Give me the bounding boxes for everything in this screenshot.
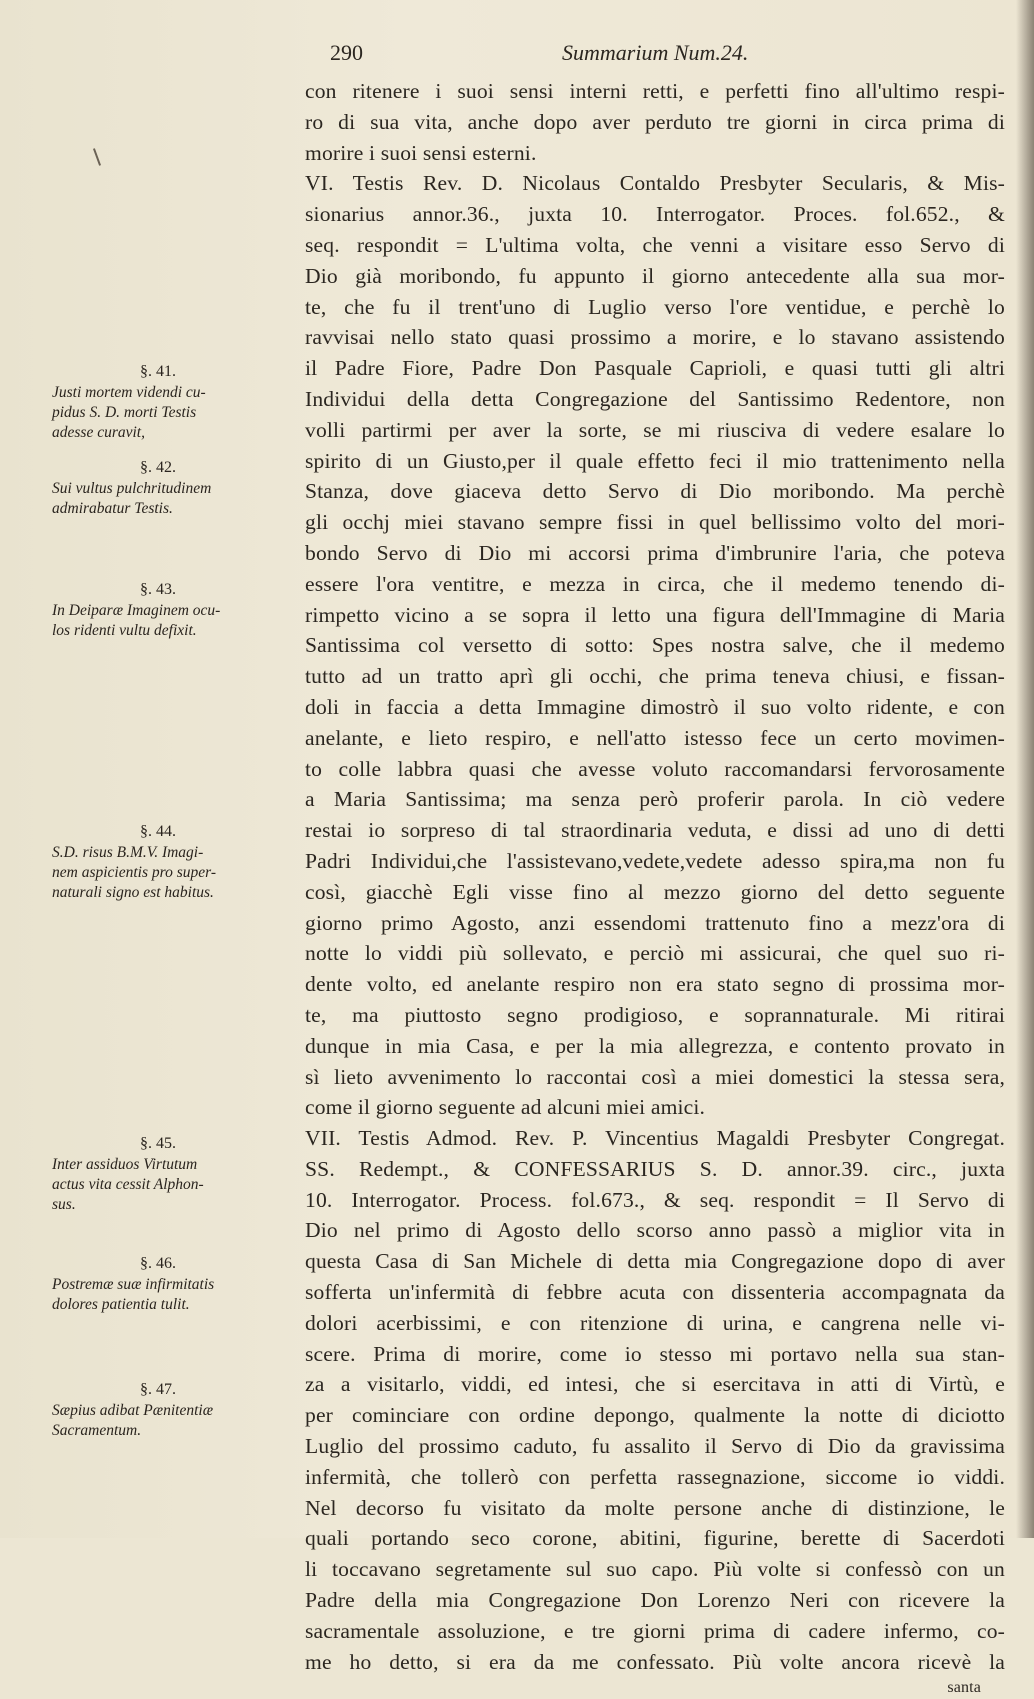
text-line: Dio nel primo di Agosto dello scorso anno passò a miglior vita in <box>305 1218 1005 1243</box>
sidenote-line: adesse curavit, <box>52 424 145 441</box>
text-line: 10. Interrogator. Process. fol.673., & seq. respondit = Il Servo di <box>305 1187 1005 1212</box>
text-line: questa Casa di San Michele di detta mia Congregazione dopo di aver <box>305 1249 1005 1274</box>
sidenote-line: pidus S. D. morti Testis <box>52 404 197 421</box>
text-line: Padre della mia Congregazione Don Lorenzo Neri con ricevere la <box>305 1588 1005 1613</box>
sidenote <box>52 580 284 641</box>
text-line: spirito di un Giusto,per il quale effetto feci il mio trattenimento nella <box>305 448 1005 473</box>
text-line: SS. Redempt., & CONFESSARIUS S. D. annor.39. circ., juxta <box>305 1156 1005 1181</box>
text-line: restai io sorpreso di tal straordinaria veduta, e dissi ad uno di detti <box>305 818 1005 843</box>
text-line: seq. respondit = L'ultima volta, che venni a visitare esso Servo di <box>305 232 1005 257</box>
sidenote <box>52 458 284 519</box>
text-line: Santissima col versetto di sotto: Spes nostra salve, che il medemo <box>305 633 1005 658</box>
text-line: così, giacchè Egli visse fino al mezzo giorno del detto seguente <box>305 879 1005 904</box>
sidenote-number: §. 45. <box>140 1135 176 1152</box>
text-line: Padri Individui,che l'assistevano,vedete,vedete adesso spira,ma non fu <box>305 848 1005 873</box>
sidenote-number: §. 43. <box>140 581 176 598</box>
page-edge-shadow <box>1016 0 1034 1538</box>
sidenote-number: §. 42. <box>140 459 176 476</box>
text-line: Luglio del prossimo caduto, fu assalito il Servo di Dio da gravissima <box>305 1434 1005 1459</box>
text-line: come il giorno seguente ad alcuni miei amici. <box>305 1095 706 1120</box>
sidenote-line: dolores patientia tulit. <box>52 1296 190 1313</box>
text-line: gli occhj miei stavano sempre fissi in quel bellissimo volto del mori- <box>305 510 1005 535</box>
text-line: infermità, che tollerò con perfetta rassegnazione, siccome io viddi. <box>305 1464 1005 1489</box>
text-line: quali portando seco corone, abitini, figurine, berette di Sacerdoti <box>305 1526 1005 1551</box>
sidenote-line: Sacramentum. <box>52 1422 142 1439</box>
text-line: za a visitarlo, viddi, ed intesi, che si esercitava in atti di Virtù, e <box>305 1372 1005 1397</box>
text-line: il Padre Fiore, Padre Don Pasquale Caprioli, e quasi tutti gli altri <box>305 356 1005 381</box>
text-line: sì lieto avvenimento lo raccontai così a miei domestici la stessa sera, <box>305 1064 1005 1089</box>
catchword: santa <box>947 1679 981 1697</box>
sidenote-number: §. 47. <box>140 1381 176 1398</box>
text-line: Individui della detta Congregazione del Santissimo Redentore, non <box>305 386 1005 411</box>
text-line: dente volto, ed anelante respiro non era stato segno di prossima mor- <box>305 972 1005 997</box>
page-number: 290 <box>330 40 363 65</box>
sidenote-line: naturali signo est habitus. <box>52 884 214 901</box>
text-line: giorno primo Agosto, anzi essendomi trattenuto fino a mezz'ora di <box>305 910 1005 935</box>
text-line: te, che fu il trent'uno di Luglio verso l'ore ventidue, e perchè lo <box>305 294 1005 319</box>
text-line: Dio già moribondo, fu appunto il giorno antecedente alla sua mor- <box>305 263 1005 288</box>
text-line: me ho detto, si era da me confessato. Più volte ancora ricevè la <box>305 1649 1005 1674</box>
text-line: ro di sua vita, anche dopo aver perduto tre giorni in circa prima di <box>305 109 1005 134</box>
text-line: bondo Servo di Dio mi accorsi prima d'imbrunire l'aria, che poteva <box>305 540 1005 565</box>
running-head: Summarium Num.24. <box>562 40 749 65</box>
sidenote-number: §. 44. <box>140 823 176 840</box>
sidenote-line: admirabatur Testis. <box>52 500 173 517</box>
text-line: sacramentale assoluzione, e tre giorni prima di cadere infermo, co- <box>305 1618 1005 1643</box>
page-header <box>330 40 810 74</box>
sidenote-line: Inter assiduos Virtutum <box>52 1156 198 1173</box>
sidenote-line: sus. <box>52 1196 76 1213</box>
sidenote-number: §. 46. <box>140 1255 176 1272</box>
sidenote-line: los ridenti vultu defixit. <box>52 622 197 639</box>
sidenote <box>52 1380 284 1441</box>
sidenote-line: In Deiparæ Imaginem ocu- <box>52 602 221 619</box>
text-line: Stanza, dove giaceva detto Servo di Dio moribondo. Ma perchè <box>305 479 1005 504</box>
text-line: sionarius annor.36., juxta 10. Interrogator. Proces. fol.652., & <box>305 202 1005 227</box>
text-line: notte lo viddi più sollevato, e perciò mi assicurai, che quel suo ri- <box>305 941 1005 966</box>
body-text <box>305 76 1005 1699</box>
text-line: scere. Prima di morire, come io stesso mi portavo nella sua stan- <box>305 1341 1005 1366</box>
sidenote-line: Sæpius adibat Pænitentiæ <box>52 1402 214 1419</box>
text-line: sofferta un'infermità di febbre acuta con dissenteria accompagnata da <box>305 1280 1005 1305</box>
sidenote-line: nem aspicientis pro super- <box>52 864 216 881</box>
text-line: Nel decorso fu visitato da molte persone anche di distinzione, le <box>305 1495 1005 1520</box>
sidenote-line: Postremæ suæ infirmitatis <box>52 1276 215 1293</box>
text-line: a Maria Santissima; ma senza però proferir parola. In ciò vedere <box>305 787 1005 812</box>
text-line: doli in faccia a detta Immagine dimostrò il suo volto ridente, e con <box>305 694 1005 719</box>
text-line: essere l'ora ventitre, e mezza in circa, che il medemo tenendo di- <box>305 571 1005 596</box>
text-line: to colle labbra quasi che avesse voluto raccomandarsi fervorosamente <box>305 756 1005 781</box>
sidenote <box>52 362 284 443</box>
text-line: volli partirmi per aver la sorte, se mi riusciva di vedere esalare lo <box>305 417 1005 442</box>
sidenote <box>52 1134 284 1215</box>
text-line: morire i suoi sensi esterni. <box>305 140 537 165</box>
sidenote <box>52 1254 284 1315</box>
text-line: per cominciare con ordine depongo, qualmente la notte di diciotto <box>305 1403 1005 1428</box>
sidenote-line: Sui vultus pulchritudinem <box>52 480 212 497</box>
text-line: dunque in mia Casa, e per la mia allegrezza, e contento provato in <box>305 1033 1005 1058</box>
sidenote-number: §. 41. <box>140 363 176 380</box>
text-line: VI. Testis Rev. D. Nicolaus Contaldo Presbyter Secularis, & Mis- <box>305 171 1005 196</box>
sidenote-line: actus vita cessit Alphon- <box>52 1176 204 1193</box>
text-line: te, ma piuttosto segno prodigioso, e soprannaturale. Mi ritirai <box>305 1002 1005 1027</box>
text-line: ravvisai nello stato quasi prossimo a morire, e lo stavano assistendo <box>305 325 1005 350</box>
text-line: tutto ad un tratto aprì gli occhi, che prima teneva chiusi, e fissan- <box>305 664 1005 689</box>
text-line: anelante, e lieto respiro, e nell'atto istesso fece un certo movimen- <box>305 725 1005 750</box>
text-line: dolori acerbissimi, e con ritenzione di urina, e cangrena nelle vi- <box>305 1310 1005 1335</box>
text-line: con ritenere i suoi sensi interni retti, e perfetti fino all'ultimo respi- <box>305 79 1005 103</box>
sidenote-line: Justi mortem videndi cu- <box>52 384 206 401</box>
text-line: VII. Testis Admod. Rev. P. Vincentius Magaldi Presbyter Congregat. <box>305 1126 1005 1151</box>
text-line: li toccavano segretamente sul suo capo. Più volte si confessò con un <box>305 1557 1005 1582</box>
sidenote-line: S.D. risus B.M.V. Imagi- <box>52 844 204 861</box>
margin-mark <box>93 148 101 166</box>
sidenote <box>52 822 284 903</box>
text-line: rimpetto vicino a se sopra il letto una figura dell'Immagine di Maria <box>305 602 1005 627</box>
